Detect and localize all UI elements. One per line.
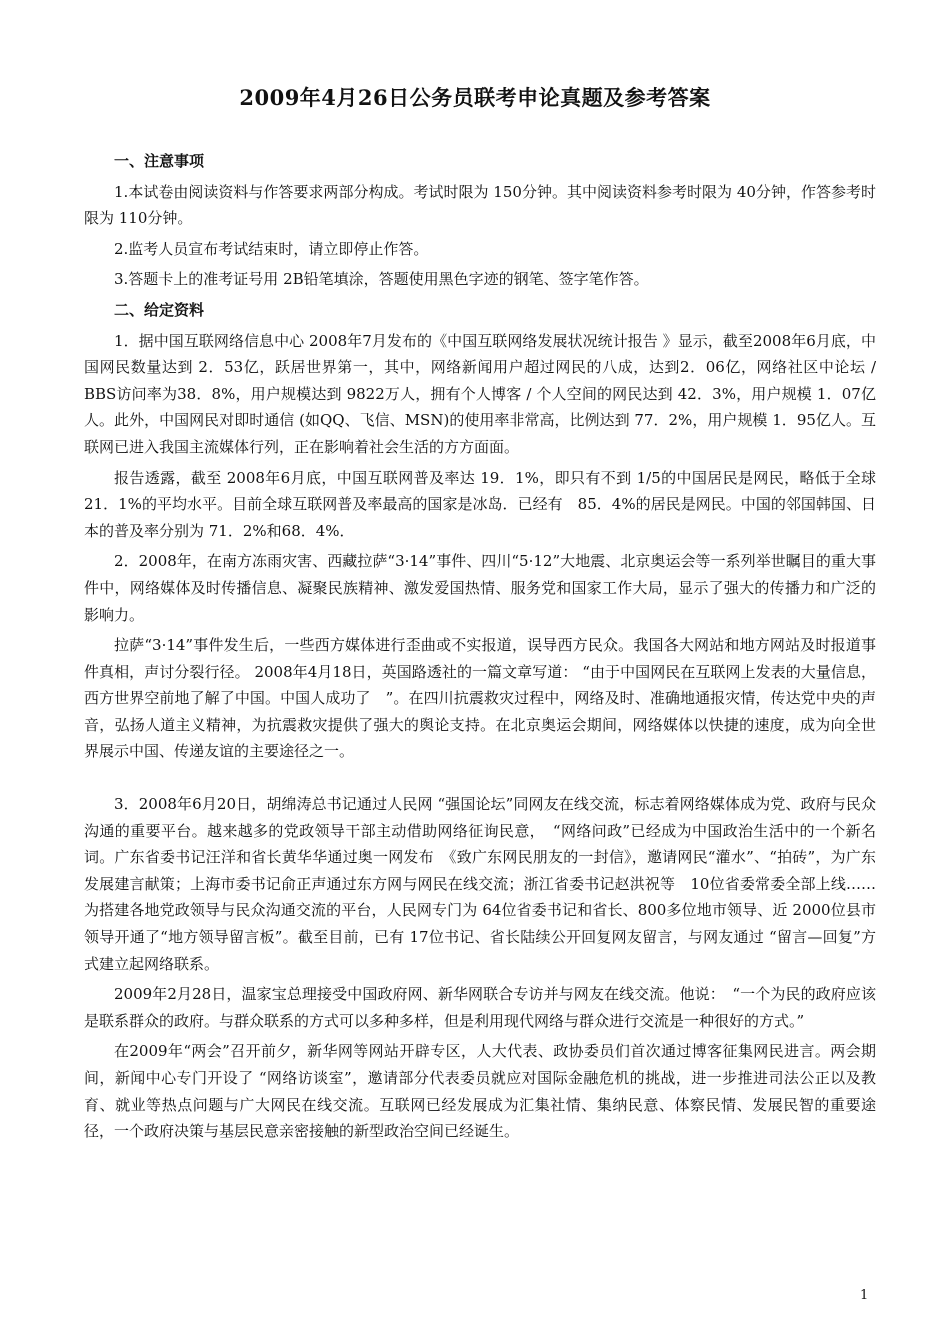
paragraph-spacer (84, 769, 876, 791)
material-paragraph: 拉萨“3·14”事件发生后，一些西方媒体进行歪曲或不实报道，误导西方民众。我国各大网站和地方网站及时报道事件真相，声讨分裂行径。 2008年4月18日，英国路透社的一篇文章写道： “由于中国网民在互联网上发表的大量信息，西方世界空前地了解了中国。中国人成功了 ”。在四川抗震救灾过程中，网络及时、准确地通报灾情，传达党中央的声音，弘扬人道主义精神，为抗震救灾提供了强大的舆论支持。在北京奥运会期间，网络媒体以快捷的速度，成为向全世界展示中国、传递友谊的主要途径之一。 (84, 636, 876, 761)
material-paragraph: 2009年2月28日，温家宝总理接受中国政府网、新华网联合专访并与网友在线交流。他说： “一个为民的政府应该是联系群众的政府。与群众联系的方式可以多种多样，但是利用现代网络与群众进行交流是一种很好的方式。” (84, 985, 876, 1030)
page-number: 1 (860, 1288, 869, 1303)
section-heading-notes: 一、注意事项 (114, 152, 205, 170)
notes-paragraph: 3.答题卡上的准考证号用 2B铅笔填涂，答题使用黑色字迹的钢笔、签字笔作答。 (114, 270, 649, 289)
material-paragraph: 报告透露，截至 2008年6月底，中国互联网普及率达 19．1%，即只有不到 1/5的中国居民是网民，略低于全球 21．1%的平均水平。目前全球互联网普及率最高的国家是冰岛．已经有 85．4%的居民是网民。中国的邻国韩国、日本的普及率分别为 71．2%和68．4%． (84, 468, 876, 540)
material-paragraph: 1．据中国互联网络信息中心 2008年7月发布的《中国互联网络发展状况统计报告 》显示，截至2008年6月底，中国网民数量达到 2．53亿，跃居世界第一，其中，网络新闻用户超过网民的八成，达到2．06亿，网络社区中论坛 / BBS访问率为38．8%，用户规模达到 9822万人，拥有个人博客 / 个人空间的网民达到 42．3%，用户规模 1．07亿人。此外，中国网民对即时通信 (如QQ、飞信、MSN)的使用率非常高，比例达到 77．2%，用户规模 1．95亿人。互联网已进入我国主流媒体行列，正在影响着社会生活的方方面面。 (84, 331, 876, 456)
material-paragraph: 3．2008年6月20日，胡绵涛总书记通过人民网 “强国论坛”同网友在线交流，标志着网络媒体成为党、政府与民众沟通的重要平台。越来越多的党政领导干部主动借助网络征询民意， “网络问政”已经成为中国政治生活中的一个新名词。广东省委书记汪洋和省长黄华华通过奥一网发布 《致广东网民朋友的一封信》，邀请网民“灌水”、“拍砖”，为广东发展建言献策；上海市委书记俞正声通过东方网与网民在线交流；浙江省委书记赵洪祝等 10位省委常委全部上线……为搭建各地党政领导与民众沟通交流的平台，人民网专门为 64位省委书记和省长、800多位地市领导、近 2000位县市领导开通了“地方领导留言板”。截至目前，已有 17位书记、省长陆续公开回复网友留言，与网友通过 “留言—回复”方式建立起网络联系。 (84, 795, 876, 973)
notes-paragraph: 2.监考人员宣布考试结束时，请立即停止作答。 (114, 239, 429, 258)
document-title: 2009年4月26日公务员联考申论真题及参考答案 (239, 85, 711, 110)
section-heading-materials: 二、给定资料 (114, 300, 205, 319)
material-paragraph: 2．2008年，在南方冻雨灾害、西藏拉萨“3·14”事件、四川“5·12”大地震、北京奥运会等一系列举世瞩目的重大事件中，网络媒体及时传播信息、凝聚民族精神、激发爱国热情、服务党和国家工作大局，显示了强大的传播力和广泛的影响力。 (84, 552, 876, 624)
document-body (84, 148, 876, 1149)
notes-paragraph: 1.本试卷由阅读资料与作答要求两部分构成。考试时限为 150分钟。其中阅读资料参考时限为 40分钟，作答参考时限为 110分钟。 (84, 182, 876, 228)
material-paragraph: 在2009年“两会”召开前夕，新华网等网站开辟专区，人大代表、政协委员们首次通过博客征集网民进言。两会期间，新闻中心专门开设了 “网络访谈室”，邀请部分代表委员就应对国际金融危机的挑战，进一步推进司法公正以及教育、就业等热点问题与广大网民在线交流。互联网已经发展成为汇集社情、集纳民意、体察民情、发展民智的重要途径，一个政府决策与基层民意亲密接触的新型政治空间已经诞生。 (84, 1042, 876, 1141)
